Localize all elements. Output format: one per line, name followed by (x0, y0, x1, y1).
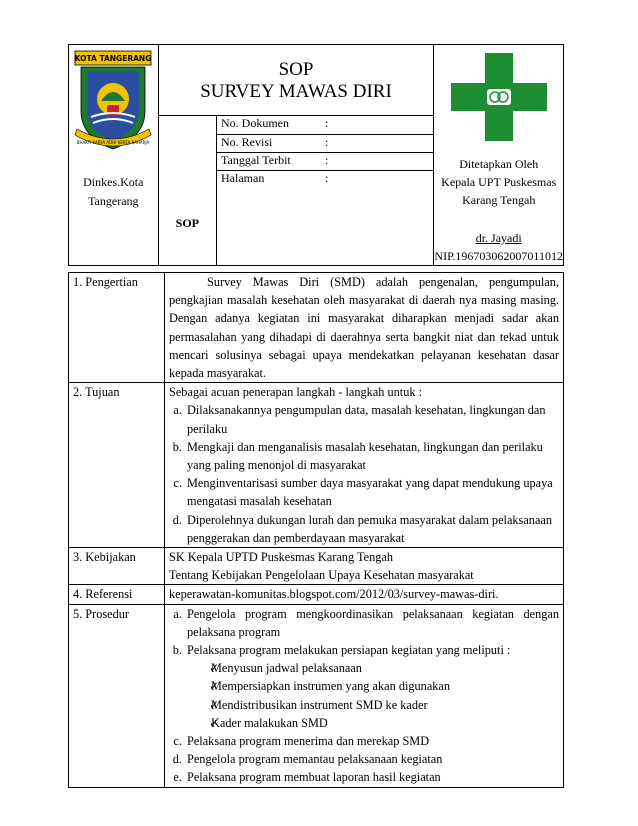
list-item: d. Diperolehnya dukungan lurah dan pemuka masyarakat dalam pelaksanaan penggerakan dan pemberdayaan masyarakat (185, 511, 559, 547)
checklist-item: ✓ Menyusun jadwal pelaksanaan (209, 659, 559, 677)
logo-motto: BHAKTI KARYA ADHI KERTA RAHARJA (77, 140, 150, 145)
title-line-1: SOP (278, 59, 314, 80)
list-item: c. Pelaksana program menerima dan merekap SMD (185, 732, 559, 750)
list-item: c. Menginventarisasi sumber daya masyarakat yang dapat mendukung upaya mengatasi masalah kesehatan (185, 474, 559, 510)
doc-info-row (217, 152, 433, 170)
list-item: b. Mengkaji dan menganalisis masalah kesehatan, lingkungan dan perilaku yang paling menonjol di masyarakat (185, 438, 559, 474)
logo-text: KOTA TANGERANG (74, 54, 152, 63)
content-tujuan (165, 383, 564, 548)
field-label: Tanggal Terbit (217, 152, 325, 170)
list-item: a. Pengelola program mengkoordinasikan pelaksanaan kegiatan dengan pelaksana program (185, 605, 559, 641)
label-pengertian: 1. Pengertian (69, 273, 165, 383)
content-kebijakan (165, 548, 564, 585)
agency-cell (69, 45, 159, 266)
text-referensi: keperawatan-komunitas.blogspot.com/2012/03/survey-mawas-diri. (165, 585, 564, 604)
agency-line-2: Tangerang (88, 194, 139, 208)
checklist-item: ✓ Kader malakukan SMD (209, 714, 559, 732)
checklist-item: ✓ Mendistribusikan instrument SMD ke kader (209, 696, 559, 714)
field-label: No. Revisi (217, 134, 325, 152)
label-referensi: 4. Referensi (69, 585, 165, 604)
prosedur-item-b-text: b. Pelaksana program melakukan persiapan kegiatan yang meliputi : (187, 643, 511, 658)
row-kebijakan (69, 548, 564, 585)
doc-info-row (217, 134, 433, 152)
signer-name: dr. Jayadi (475, 231, 522, 245)
sop-label: SOP (175, 216, 199, 230)
approval-line-2: Kepala UPT Puskesmas (441, 175, 557, 189)
row-prosedur (69, 604, 564, 787)
kota-tangerang-emblem-logo (71, 49, 155, 159)
field-label: Halaman (221, 170, 265, 185)
field-label: No. Dokumen (217, 116, 325, 134)
prosedur-list (169, 605, 559, 787)
approval-line-1: Ditetapkan Oleh (459, 157, 539, 171)
row-referensi (69, 585, 564, 604)
list-item: d. Pengelola program memantau pelaksanaan kegiatan (185, 750, 559, 768)
doc-info-row (217, 116, 433, 134)
agency-line-1: Dinkes.Kota (83, 175, 144, 189)
approval-cell (434, 45, 564, 266)
field-colon: : (325, 134, 433, 152)
kebijakan-line-2: Tentang Kebijakan Pengelolaan Upaya Kesehatan masyarakat (169, 568, 474, 583)
title-cell (158, 45, 434, 116)
list-item: a. Dilaksanakannya pengumpulan data, masalah kesehatan, lingkungan dan perilaku (185, 401, 559, 437)
approval-line-3: Karang Tengah (462, 193, 536, 207)
sop-label-cell (158, 116, 216, 266)
label-prosedur: 5. Prosedur (69, 604, 165, 787)
row-tujuan (69, 383, 564, 548)
tujuan-list (169, 401, 559, 547)
signer-nip: NIP.196703062007011012 (434, 249, 563, 263)
sop-content-table (68, 272, 564, 788)
content-prosedur (165, 604, 564, 787)
label-kebijakan: 3. Kebijakan (69, 548, 165, 585)
doc-info-cell (217, 116, 434, 266)
label-tujuan: 2. Tujuan (69, 383, 165, 548)
field-colon: : (325, 170, 329, 185)
list-item (185, 641, 559, 732)
tujuan-intro: Sebagai acuan penerapan langkah - langkah untuk : (169, 385, 423, 400)
list-item: e. Pelaksana program membuat laporan hasil kegiatan (185, 768, 559, 786)
title-line-2: SURVEY MAWAS DIRI (200, 81, 392, 102)
field-colon: : (325, 152, 433, 170)
row-pengertian (69, 273, 564, 383)
text-pengertian: Survey Mawas Diri (SMD) adalah pengenalan, pengumpulan, pengkajian masalah kesehatan oleh masyarakat di daerah nya masing masing. Dengan adanya kegiatan ini masyarakat diharapkan menjadi sadar akan permasalahan yang dihadapi di daerahnya serta bangkit niat dan tekad untuk mencari solusinya sebagai upaya mendekatkan pelayanan kesehatan dasar kepada masyarakat. (165, 273, 564, 383)
puskesmas-cross-logo (447, 49, 551, 145)
sop-header-table (68, 44, 564, 266)
doc-info-row (217, 170, 433, 188)
checklist-item: ✓ Mempersiapkan instrumen yang akan digunakan (209, 677, 559, 695)
field-colon: : (325, 116, 433, 134)
kebijakan-line-1: SK Kepala UPTD Puskesmas Karang Tengah (169, 550, 393, 565)
doc-info-table (217, 116, 433, 188)
checklist (187, 659, 559, 732)
